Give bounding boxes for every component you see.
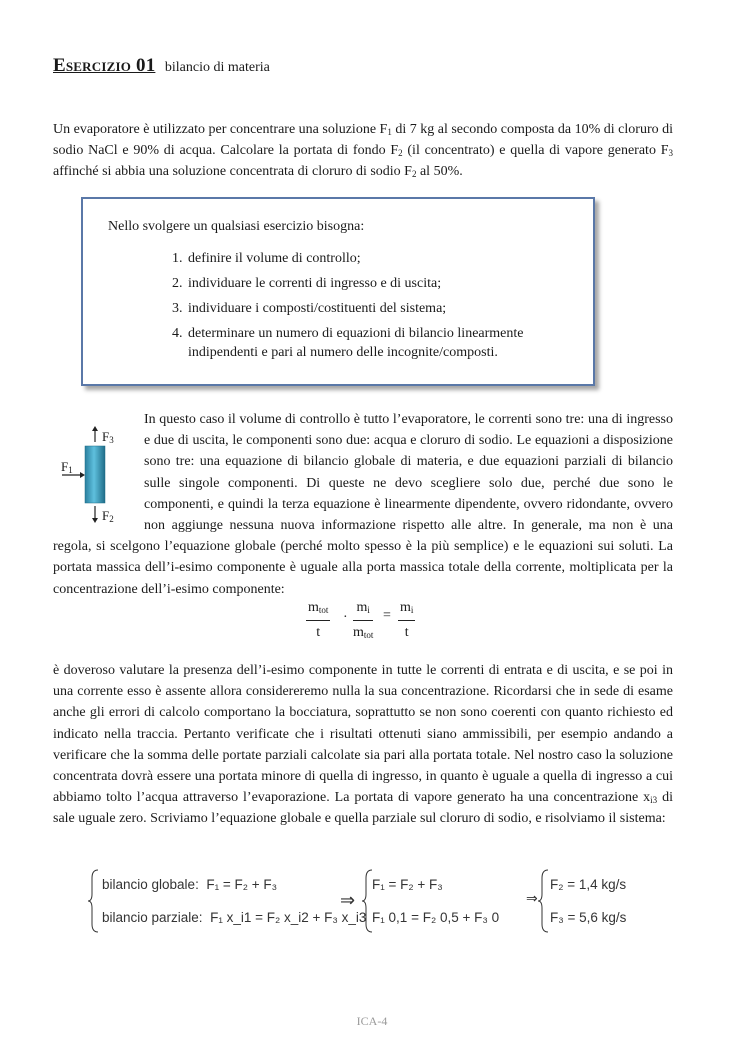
method-step: 1. definire il volume di controllo;: [186, 249, 586, 268]
method-step: 2. individuare le correnti di ingresso e di uscita;: [186, 274, 586, 293]
exercise-heading: Esercizio 01: [53, 55, 156, 76]
problem-statement: [53, 119, 673, 183]
text-run: Un evaporatore è utilizzato per concentrare una soluzione F: [53, 122, 388, 137]
explanation-body: In questo caso il volume di controllo è tutto l’evaporatore, le correnti sono tre: una di ingresso e due di uscita, le componenti sono due: acqua e cloruro di sodio. Le equazioni a disposizione sono tre: una equazione di bilancio globale di materia, e due equazioni parziali di bilancio sulle singole componenti. Di queste ne devo scegliere solo due, perché due sono le componenti, e quindi la terza equazione è linearmente dipendente, ovvero ridondante, ovvero non aggiunge nessuna nuova informazione rispetto alle altre. In generale, ma non è una regola, si scelgono l’equazione globale (perché molto spesso è la più semplice) e le equazioni sui soluti. La portata massica dell’i-esimo componente è uguale alla porta massica totale della corrente, moltiplicata per la concentrazione dell’i-esimo componente:: [53, 412, 673, 597]
text-run: affinché si abbia una soluzione concentrata di cloruro di sodio F: [53, 164, 412, 180]
exercise-subtitle: bilancio di materia: [164, 60, 270, 75]
method-steps: [148, 249, 586, 368]
equation-system: [88, 868, 648, 938]
method-intro: Nello svolgere un qualsiasi esercizio bisogna:: [108, 219, 365, 234]
diagram-float-spacer: [53, 409, 144, 536]
text-run: di 7 kg al secondo composta da 10% di cloruro di sodio NaCl e 90% di acqua. Calcolare la portata di fondo F: [53, 122, 673, 159]
result-f2: F₂ = 1,4 kg/s: [550, 877, 627, 892]
system2-row2: F₁ 0,1 = F₂ 0,5 + F₃ 0: [372, 910, 500, 925]
label-f2: $F_2$: [102, 508, 114, 524]
label-f1: $F_1$: [61, 459, 73, 475]
discussion-text: [53, 660, 673, 830]
method-step: 4. determinare un numero di equazioni di bilancio linearmente indipendenti e pari al numero delle incognite/composti.: [186, 324, 586, 362]
brace-left-3: [538, 868, 550, 934]
method-step: 3. individuare i composti/costituenti del sistema;: [186, 299, 586, 318]
text-run: al 50%.: [416, 164, 463, 180]
page-number: ICA-4: [356, 1014, 388, 1028]
global-balance: bilancio globale: F₁ = F₂ + F₃: [102, 877, 278, 892]
fraction-mtot-t: $m_{tot}$ t: [308, 600, 329, 640]
exercise-title: [53, 55, 270, 77]
equals-sign: =: [383, 608, 391, 623]
partial-balance: bilancio parziale: F₁ x_i1 = F₂ x_i2 + F₃ x_i3: [102, 910, 367, 925]
text-run: è doveroso valutare la presenza dell’i-esimo componente in tutte le correnti di entrata e di uscita, e se poi in una corrente esso è assente allora considereremo nulla la sua concentrazione. Ricordarsi che in sede di esame anche gli errori di calcolo comportano la bocciatura, soprattutto se non sono coerenti con quanto richiesto ed indicato nella traccia. Pertanto verificate che i risultati ottenuti siano ammissibili, per esempio andando a verificare che la somma delle portate parziali calcolate sia pari alla portata totale. Nel nostro caso la soluzione concentrata dovrà essere una portata minore di quella di ingresso, in quanto è uguale a quella di ingresso a cui abbiamo tolto l’acqua attraverso l’evaporazione. La portata di vapore generato ha una concentrazione x: [53, 663, 673, 806]
subscript: 3: [668, 148, 673, 159]
method-box: [81, 197, 595, 386]
subscript: i3: [650, 795, 658, 806]
subscript: 2: [411, 169, 417, 180]
result-f3: F₃ = 5,6 kg/s: [550, 910, 627, 925]
implies-arrow: ⇒: [340, 890, 356, 910]
subscript: 1: [387, 127, 392, 137]
fraction-mi-t: $\frac{m_i}{t}$: [400, 600, 414, 640]
dot-operator: ·: [343, 610, 348, 625]
text-run: (il concentrato) e quella di vapore generato F: [402, 143, 669, 159]
label-f3: $F_3$: [102, 429, 114, 445]
text-run: di sale uguale zero. Scriviamo l’equazione globale e quella parziale sul cloruro di sodio, e risolviamo il sistema:: [53, 790, 674, 827]
explanation-text: [53, 409, 673, 600]
implies-arrow-2: ⇒: [526, 890, 538, 906]
system2-row1: F₁ = F₂ + F₃: [372, 877, 443, 892]
subscript: 2: [398, 148, 403, 159]
brace-left-1: [88, 868, 100, 934]
fraction-mi-mtot: $m_i$ $m_{tot}$: [353, 600, 374, 640]
